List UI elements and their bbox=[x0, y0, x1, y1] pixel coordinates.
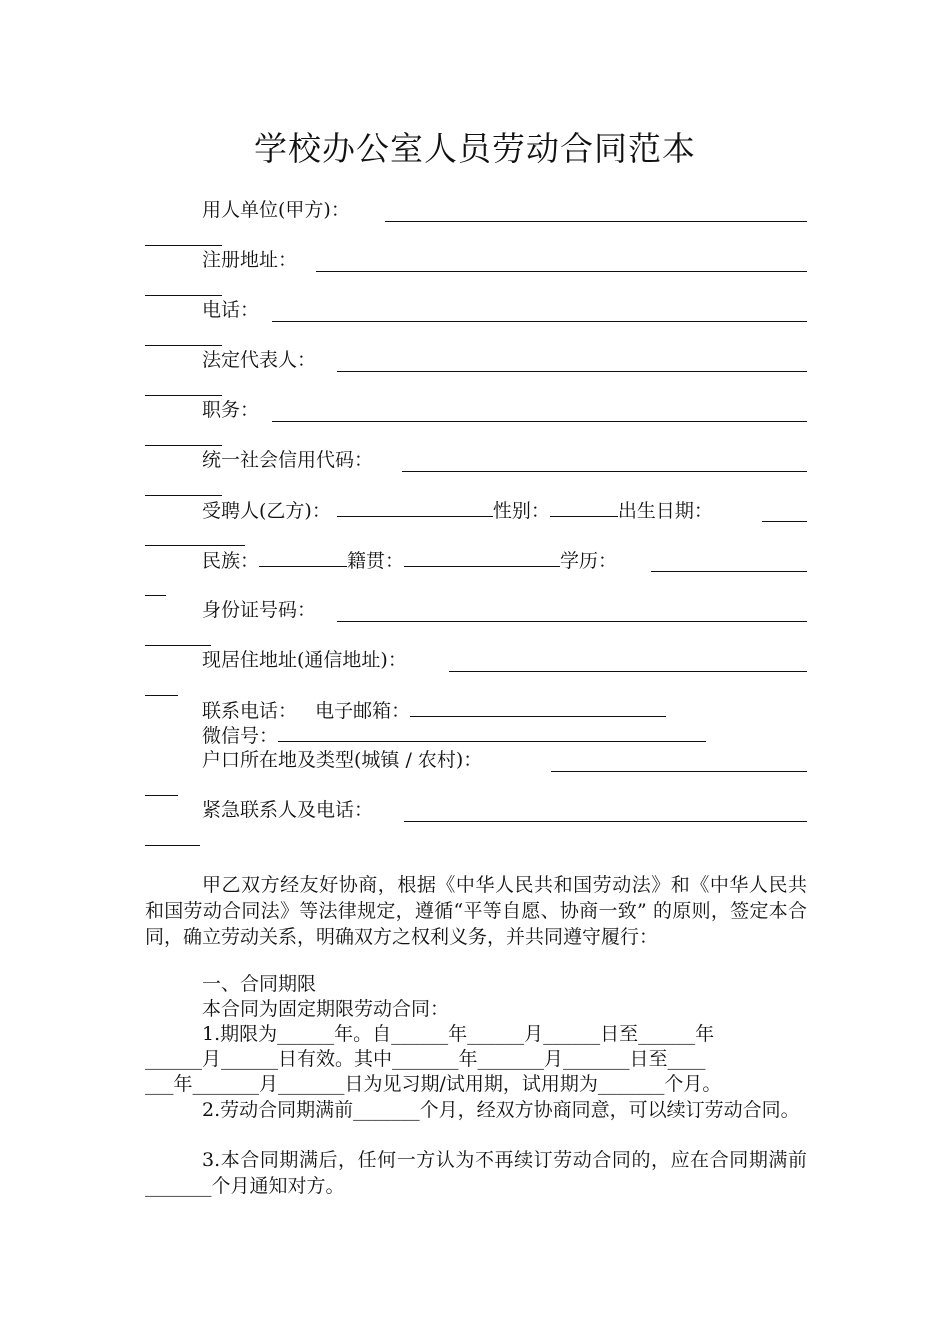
term-item-1-line-3: ___年_______月_______日为见习期/试用期，试用期为_______个月。 bbox=[145, 1073, 722, 1095]
phone-fill-cont[interactable] bbox=[145, 345, 222, 346]
id-number-label: 身份证号码： bbox=[202, 599, 317, 621]
credit-code-line bbox=[145, 448, 807, 473]
birthdate-fill-cont[interactable] bbox=[145, 545, 245, 546]
section-heading-term: 一、合同期限 bbox=[202, 973, 317, 995]
legal-rep-line bbox=[145, 348, 807, 373]
term-item-1-line-1: 1.期限为______年。自______年______月______日至______年 bbox=[202, 1023, 715, 1045]
credit-code-label: 统一社会信用代码： bbox=[202, 449, 374, 471]
wechat-line bbox=[145, 723, 807, 749]
position-label: 职务： bbox=[202, 399, 260, 421]
document-title: 学校办公室人员劳动合同范本 bbox=[254, 129, 696, 168]
position-fill[interactable] bbox=[272, 421, 807, 422]
hukou-label: 户口所在地及类型(城镇 / 农村)： bbox=[202, 749, 483, 771]
emergency-fill-cont[interactable] bbox=[145, 845, 200, 846]
birthdate-label: 出生日期： bbox=[617, 500, 713, 522]
phone-fill[interactable] bbox=[272, 321, 807, 322]
hukou-line bbox=[145, 748, 807, 773]
education-fill[interactable] bbox=[651, 571, 807, 572]
address-line bbox=[145, 248, 807, 273]
email-fill[interactable] bbox=[410, 698, 666, 717]
residence-fill-cont[interactable] bbox=[145, 695, 178, 696]
hukou-fill[interactable] bbox=[551, 771, 807, 772]
email-label: 电子邮箱： bbox=[315, 700, 411, 722]
term-item-1-line-2: ______月______日有效。其中_______年_______月_______日至____ bbox=[145, 1048, 706, 1070]
employee-line bbox=[145, 498, 807, 524]
birthdate-fill[interactable] bbox=[762, 521, 807, 522]
contact-line bbox=[145, 698, 807, 724]
credit-code-fill[interactable] bbox=[402, 471, 807, 472]
term-item-3: 3.本合同期满后，任何一方认为不再续订劳动合同的，应在合同期满前_______个月通知对方。 bbox=[145, 1149, 807, 1197]
ethnicity-label: 民族： bbox=[202, 550, 260, 572]
phone-line bbox=[145, 298, 807, 323]
emergency-label: 紧急联系人及电话： bbox=[202, 799, 374, 821]
address-fill[interactable] bbox=[316, 271, 807, 272]
section-intro: 本合同为固定期限劳动合同： bbox=[202, 998, 450, 1020]
legal-rep-fill-cont[interactable] bbox=[145, 395, 222, 396]
position-line bbox=[145, 398, 807, 423]
position-fill-cont[interactable] bbox=[145, 445, 222, 446]
address-fill-cont[interactable] bbox=[145, 295, 222, 296]
education-label: 学历： bbox=[560, 550, 618, 572]
employer-fill-cont[interactable] bbox=[145, 245, 222, 246]
education-fill-cont[interactable] bbox=[145, 595, 166, 596]
wechat-label: 微信号： bbox=[202, 725, 279, 747]
id-number-line bbox=[145, 598, 807, 623]
hukou-fill-cont[interactable] bbox=[145, 795, 178, 796]
legal-rep-label: 法定代表人： bbox=[202, 349, 317, 371]
credit-code-fill-cont[interactable] bbox=[145, 495, 222, 496]
emergency-fill[interactable] bbox=[404, 821, 807, 822]
id-number-fill-cont[interactable] bbox=[145, 645, 211, 646]
intro-paragraph: 甲乙双方经友好协商，根据《中华人民共和国劳动法》和《中华人民共和国劳动合同法》等法律规定，遵循“平等自愿、协商一致” 的原则，签定本合同，确立劳动关系，明确双方之权利义务，并共同遵守履行： bbox=[145, 874, 807, 948]
residence-fill[interactable] bbox=[449, 671, 807, 672]
emergency-line bbox=[145, 798, 807, 823]
address-label: 注册地址： bbox=[202, 249, 298, 271]
ethnicity-fill[interactable] bbox=[259, 548, 347, 567]
legal-rep-fill[interactable] bbox=[337, 371, 807, 372]
employer-line bbox=[145, 198, 807, 223]
employer-fill[interactable] bbox=[385, 221, 807, 222]
employer-label: 用人单位(甲方)： bbox=[202, 199, 350, 221]
employee-label: 受聘人(乙方)： bbox=[202, 500, 331, 522]
contact-phone-label: 联系电话： bbox=[202, 700, 298, 722]
residence-label: 现居住地址(通信地址)： bbox=[202, 649, 407, 671]
employee-fill[interactable] bbox=[337, 498, 493, 517]
gender-fill[interactable] bbox=[550, 498, 618, 517]
wechat-fill[interactable] bbox=[278, 723, 706, 742]
gender-label: 性别： bbox=[492, 500, 550, 522]
residence-line bbox=[145, 648, 807, 673]
native-place-label: 籍贯： bbox=[347, 550, 405, 572]
term-item-2: 2.劳动合同期满前_______个月，经双方协商同意，可以续订劳动合同。 bbox=[202, 1099, 800, 1121]
id-number-fill[interactable] bbox=[337, 621, 807, 622]
phone-label: 电话： bbox=[202, 299, 260, 321]
native-place-fill[interactable] bbox=[404, 548, 560, 567]
